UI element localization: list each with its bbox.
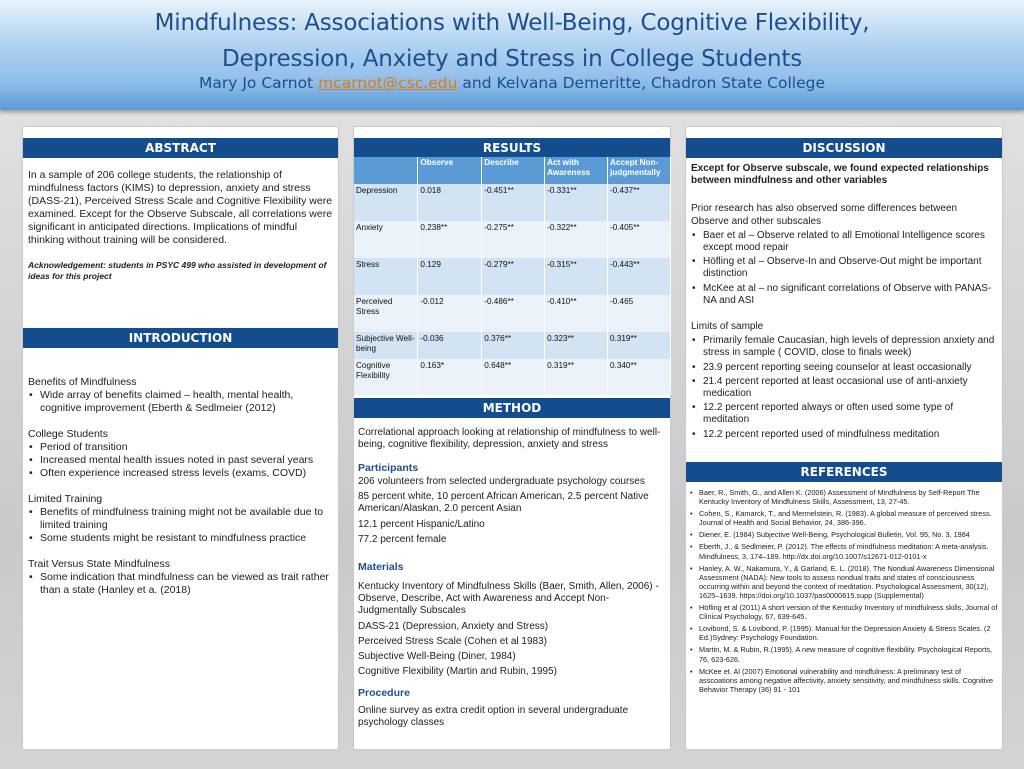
table-cell: -0.451** [482,184,545,221]
table-row [354,359,671,395]
column-header: Observe [418,157,482,184]
method-heading: METHOD [354,398,670,418]
column-header: Describe [482,157,545,184]
table-row [354,295,671,332]
discussion-section [691,163,997,441]
abstract-heading: ABSTRACT [23,138,338,158]
method-intro: Correlational approach looking at relationship of mindfulness to well-being, cognitive flexibility, depression, anxiety and stress [358,427,661,451]
materials-line: DASS-21 (Depression, Anxiety and Stress) [358,620,549,632]
table-cell: -0.331** [545,184,608,221]
materials-line: Kentucky Inventory of Mindfulness Skills (Baer, Smith, Allen, 2006) - Observe, Describe, Act with Awareness and Accept Non-Judgmentally Subscales [358,580,659,617]
list-item: • Often experience increased stress levels (exams, COVD) [28,467,333,480]
list-item: • Some indication that mindfulness can be viewed as trait rather than a state (Hanley et a. (2018) [28,571,333,597]
table-cell: -0.405** [608,221,671,258]
participants-line: 12.1 percent Hispanic/Latino [358,518,485,530]
acknowledgement: Acknowledgement: students in PSYC 499 who assisted in development of ideas for this project [28,260,327,281]
materials-heading: Materials [358,561,404,574]
limits-heading: Limits of sample [691,321,764,333]
table-cell: 0.018 [418,184,482,221]
table-cell: -0.315** [545,258,608,295]
table-cell: 0.319** [545,359,608,395]
discussion-lead: Except for Observe subscale, we found expected relationships between mindfulness and other variables [691,163,989,187]
procedure-heading: Procedure [358,686,410,699]
table-cell: 0.323** [545,332,608,359]
authors-rest: and Kelvana Demeritte, Chadron State College [462,74,825,92]
intro-subheading: College Students [28,428,108,440]
reference-item: • Baer, R., Smith, G., and Allen K. (2006) Assessment of Mindfulness by Self-Report The Kentucky Inventory of Mindfulness Skills, Assessment, 13, 27-45. [689,488,999,506]
reference-item: • Eberth, J., & Sedlmeier, P. (2012). The effects of mindfulness meditation: A meta-analysis. Mindfulness, 3, 174–189. http://dx.doi.org/10.1007/s12671-012-0101-x [689,542,999,560]
prior-research-heading: Prior research has also observed some differences between Observe and other subscales [691,203,958,227]
table-cell: -0.437** [608,184,671,221]
table-row [354,332,671,359]
table-cell: -0.322** [545,221,608,258]
references-list [689,488,999,697]
reference-item: • Höfling et al (2011) A short version of the Kentucky Inventory of mindfulness skills, Journal of Clinical Psychology, 67, 639-645. [689,603,999,621]
procedure-text: Online survey as extra credit option in several undergraduate psychology classes [358,705,629,729]
list-item: • Some students might be resistant to mindfulness practice [28,532,333,545]
table-cell: Stress [354,258,418,295]
list-item: • 23.9 percent reporting seeing counselor at least occasionally [691,362,997,374]
table-cell: Depression [354,184,418,221]
poster-header [0,0,1024,110]
list-item: • Increased mental health issues noted in past several years [28,454,333,467]
participants-line: 77.2 percent female [358,534,447,546]
reference-item: • McKee et. Al (2007) Emotional vulnerability and mindfulness: A preliminary test of asscoations among negative affectivity, anxiety sensitivity, and mindfulness skills. Cognitive Behavior Therapy (36) 91 - 101 [689,667,999,694]
abstract-section [28,169,333,282]
table-cell: 0.319** [608,332,671,359]
reference-item: • Martin, M. & Rubin, R.(1995). A new measure of cognitive flexibility. Psychological Reports, 76, 623-626. [689,645,999,663]
author-name: Mary Jo Carnot [199,74,314,92]
references-heading: REFERENCES [686,462,1002,482]
discussion-heading: DISCUSSION [686,138,1002,158]
table-row [354,221,671,258]
reference-item: • Diener, E. (1984) Subjective Well-Being, Psychological Bulletin, Vol. 95, No. 3, 1984 [689,530,999,539]
table-header-row [354,157,671,184]
table-cell: Anxiety [354,221,418,258]
table-cell: -0.012 [418,295,482,332]
table-cell: -0.410** [545,295,608,332]
table-cell: Cognitive Flexibility [354,359,418,395]
column-header: Accept Non-judgmentally [608,157,671,184]
table-cell: 0.340** [608,359,671,395]
author-email-link[interactable]: mcarnot@csc.edu [318,74,458,92]
table-cell: Subjective Well-being [354,332,418,359]
abstract-body: In a sample of 206 college students, the relationship of mindfulness factors (KIMS) to depression, anxiety and stress (DASS-21), Perceived Stress Scale and Cognitive Flexibility were examined. Except for the Observe Subscale, all correlations were significant in anticipated directions. Implications of mindful thinking without training will be considered. [28,169,333,246]
list-item: • Period of transition [28,441,333,454]
column-header: Act with Awareness [545,157,608,184]
introduction-heading: INTRODUCTION [23,328,338,348]
column-header [354,157,418,184]
materials-line: Perceived Stress Scale (Cohen et al 1983) [358,635,547,647]
intro-subheading: Limited Training [28,493,103,505]
method-section [358,427,664,730]
table-cell: 0.129 [418,258,482,295]
list-item: • Baer et al – Observe related to all Emotional Intelligence scores except mood repair [691,230,997,254]
participants-line: 206 volunteers from selected undergraduate psychology courses [358,475,645,487]
list-item: • 12.2 percent reported always or often used some type of meditation [691,402,997,426]
intro-subheading: Trait Versus State Mindfulness [28,558,171,570]
results-heading: RESULTS [354,138,670,158]
participants-heading: Participants [358,461,419,474]
participants-line: 85 percent white, 10 percent African American, 2.5 percent Native American/Alaskan, 2.0 percent Asian [358,491,649,515]
list-item: • Wide array of benefits claimed – health, mental health, cognitive improvement (Eberth & Sedlmeier (2012) [28,389,333,415]
table-cell: -0.275** [482,221,545,258]
poster-title-line1: Mindfulness: Associations with Well-Being, Cognitive Flexibility, [154,10,870,36]
list-item: • 21.4 percent reported at least occasional use of anti-anxiety medication [691,376,997,400]
table-cell: 0.238** [418,221,482,258]
list-item: • Primarily female Caucasian, high levels of depression anxiety and stress in sample ( COVID, close to finals week) [691,335,997,359]
poster-title-line2: Depression, Anxiety and Stress in College Students [221,46,803,72]
table-row [354,258,671,295]
materials-line: Subjective Well-Being (Diner, 1984) [358,651,516,663]
reference-item: • Cohen, S., Kamarck, T., and Mermelstein, R. (1983). A global measure of perceived stress. Journal of Health and Social Behavior, 24, 386-396. [689,509,999,527]
reference-item: • Hanley, A. W., Nakamura, Y., & Garland, E. L. (2018). The Nondual Awareness Dimensional Assessment (NADA): New tools to assess nondual traits and states of consciousness occurring within and beyond the context of meditation. Psychological Assessment, 30(12), 1625–1639. https://doi.org/10.1037/pas0000615.supp (Supplemental) [689,564,999,600]
list-item: • Höfling et al – Observe-In and Observe-Out might be important distinction [691,256,997,280]
table-cell: 0.163* [418,359,482,395]
table-cell: 0.376** [482,332,545,359]
table-row [354,184,671,221]
materials-line: Cognitive Flexibility (Martin and Rubin, 1995) [358,666,557,678]
list-item: • Benefits of mindfulness training might not be available due to limited training [28,506,333,532]
intro-subheading: Benefits of Mindfulness [28,376,137,388]
table-cell: -0.036 [418,332,482,359]
table-cell: 0.648** [482,359,545,395]
table-cell: -0.279** [482,258,545,295]
table-cell: -0.465 [608,295,671,332]
reference-item: • Lovibond, S. & Lovibond, P. (1995). Manual for the Depression Anxiety & Stress Scales. (2 Ed.)Sydney: Psychology Foundation. [689,624,999,642]
introduction-section [28,376,333,597]
list-item: • 12.2 percent reported used of mindfulness meditation [691,429,997,441]
table-cell: Perceived Stress [354,295,418,332]
authors-line [0,74,1024,92]
table-cell: -0.443** [608,258,671,295]
table-cell: -0.486** [482,295,545,332]
results-table [354,157,671,395]
list-item: • McKee at al – no significant correlations of Observe with PANAS-NA and ASI [691,283,997,307]
